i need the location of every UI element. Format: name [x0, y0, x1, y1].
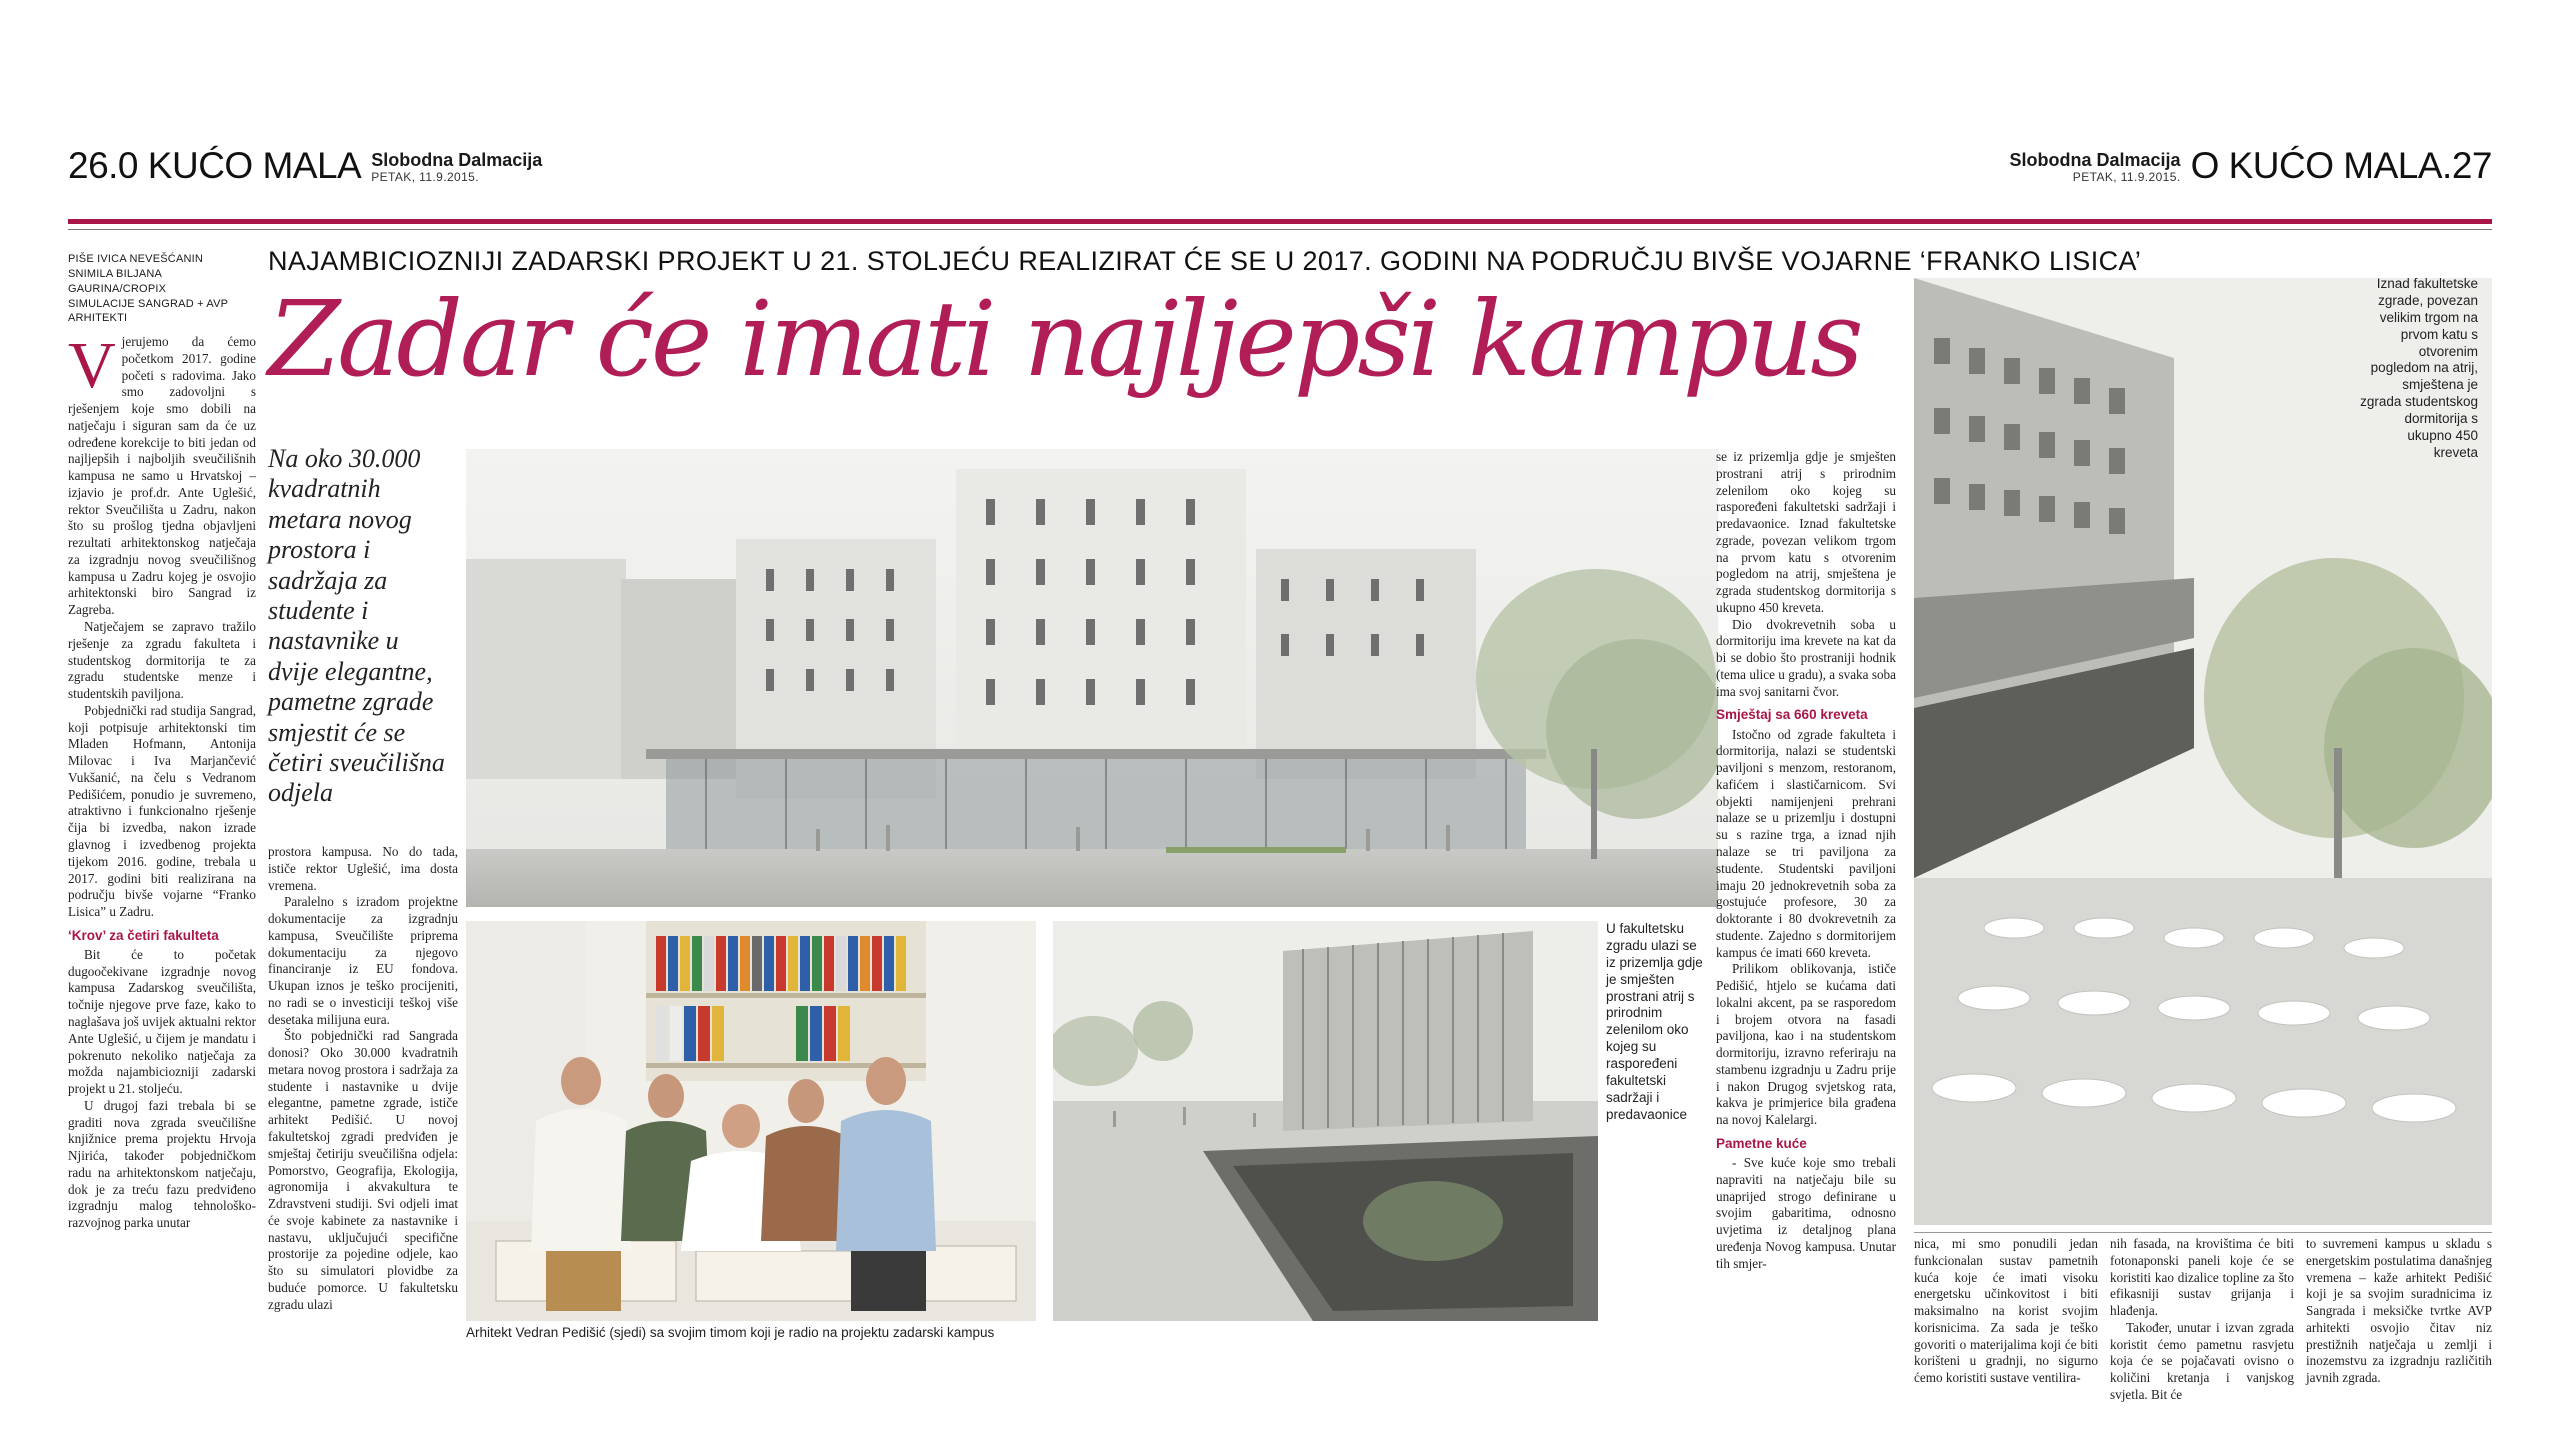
paragraph: jerujemo da ćemo početkom 2017. godine početi s radovima. Jako smo zadovoljni s rješenjem koje smo dobili na natječaju i siguran sam da će uz određene korekcije to biti jedan od najljepših i najboljih sveučilišnih kampusa ne samo u Hrvatskoj – izjavio je prof.dr. Ante Uglešić, rektor Sveučilišta u Zadru, nakon što su prošlog tjedna objavljeni rezultati arhitektonskog natječaja za izgradnju novog sveučilišnog kampusa u Zadru kojeg je osvojio arhitektonski biro Sangrad iz Zagreba.	[68, 334, 256, 618]
paragraph: - Sve kuće koje smo trebali napraviti na natječaju bile su unaprijed strogo definirane u svojim gabaritima, odnosno uvjetima iz detaljnog plana uređenja Novog kampusa. Unutar tih smjer-	[1716, 1155, 1896, 1271]
subheading: Pametne kuće	[1716, 1136, 1807, 1151]
article-column-5	[2110, 1236, 2294, 1404]
paragraph: nih fasada, na krovištima će biti fotonaponski paneli koje će se koristiti kao dizalice topline za što efikasniji sustav grijanja i hlađenja.	[2110, 1236, 2294, 1319]
team-photo-image	[466, 921, 1036, 1321]
publication-date: PETAK, 11.9.2015.	[2072, 170, 2181, 184]
byline-credits	[68, 252, 258, 326]
subheading: Smještaj sa 660 kreveta	[1716, 707, 1868, 723]
page-number-right: O KUĆO MALA.27	[2190, 145, 2492, 186]
campus-exterior-render	[466, 449, 1718, 907]
paragraph: prostora kampusa. No do tada, ističe rektor Uglešić, ima dosta vremena.	[268, 844, 458, 893]
paragraph: Paralelno s izradom projektne dokumentacije za izgradnju kampusa, Sveučilište priprema dokumentaciju za njegovo financiranje iz EU fondova. Ukupan iznos je teško procijeniti, no radi se o investiciji teškoj više desetaka milijuna eura.	[268, 894, 458, 1027]
paragraph: Pobjednički rad studija Sangrad, koji potpisuje arhitektonski tim Mladen Hofmann, Antonija Milovac i Iva Marjančević Vukšanić, na čelu s Vedranom Pedišićem, ponudio je suvremeno, atraktivno i funkcionalno rješenje čija bi izvedba, nakon izrade glavnog i izvedbenog projekta tijekom 2016. godine, trebala u 2017. godini biti realizirana na području bivše vojarne “Franko Lisica” u Zadru.	[68, 702, 256, 920]
publication-block-left	[371, 151, 542, 184]
subheading: ‘Krov’ za četiri fakulteta	[68, 927, 219, 943]
paragraph: Što pobjednički rad Sangrada donosi? Oko 30.000 kvadratnih metara novog prostora i sadržaja za studente i nastavnike u dvije elegantne, pametne zgrade, ističe arhitekt Pedišić. U novoj fakultetskoj zgradi predviđen je smještaj četiriju sveučilišna odjela: Pomorstvo, Geografija, Ekologija, agronomija i akvakultura te Zdravstveni studiji. Svi odjeli imat će svoje kabinete za nastavnike i nastavu, uključujući specifične prostorije za pojedine odjele, kao što su simulatori plovidbe za buduće pomorce. U fakultetsku zgradu ulazi	[268, 1028, 458, 1312]
headline: Zadar će imati najljepši kampus	[268, 278, 1861, 400]
paragraph: Istočno od zgrade fakulteta i dormitorija, nalazi se studentski paviljoni s menzom, restoranom, kafićem i slastičarnicom. Svi objekti namijenjeni prehrani nalaze se u prizemlju i dostupni su s razine trga, a iznad njih nalaze se tri paviljona za studente. Studentski paviljoni imaju 20 jednokrevetnih soba za gostujuće profesore, 30 za doktorante i 80 dvokrevetnih za studente. Zajedno s dormitorijem kampus će imati 660 kreveta.	[1716, 726, 1896, 960]
paragraph: Također, unutar i izvan zgrada koristit ćemo pametnu rasvjetu koja će se pojačavati ovisno o količini kretanja i vanjskog svjetla. Bit će	[2110, 1319, 2294, 1402]
article-column-1	[68, 329, 256, 1232]
article-column-6	[2306, 1236, 2492, 1387]
publication-date: PETAK, 11.9.2015.	[371, 170, 479, 184]
paragraph: nica, mi smo ponudili jedan funkcionalan sustav pametnih kuća koje će imati visoku energetsku učinkovitost i biti maksimalno na korist svojim korisnicima. Za sada je teško govoriti o materijalima koji će biti korišteni u gradnji, no sigurno ćemo koristiti sustave ventilira-	[1914, 1236, 2098, 1386]
team-photo-caption: Arhitekt Vedran Pedišić (sjedi) sa svojim timom koji je radio na projektu zadarski kampus	[466, 1325, 995, 1340]
article-column-2	[268, 844, 458, 1313]
publication-name: Slobodna Dalmacija	[371, 150, 543, 171]
article-column-3	[1716, 449, 1896, 1273]
header-right	[2010, 147, 2492, 184]
header-left	[68, 147, 542, 184]
paragraph: Bit će to početak dugoočekivane izgradnje novog kampusa Zadarskog sveučilišta, točnije njegove prve faze, kako to naglašava još uvijek aktualni rektor Ante Uglešić, u čijem je mandatu i pokrenuto nekoliko natječaja za možda najambiciozniji zadarski projekt u 21. stoljeću.	[68, 946, 256, 1097]
credit-simulation: SIMULACIJE SANGRAD + AVP ARHITEKTI	[68, 297, 228, 325]
campus-atrium-render	[1053, 921, 1598, 1321]
paragraph: Natječajem se zapravo tražilo rješenje za zgradu fakulteta i studentskog dormitorija te za zgradu studentske menze i studentskih paviljona.	[68, 619, 256, 702]
paragraph: to suvremeni kampus u skladu s energetskim postulatima današnjeg vremena – kaže arhitekt Pedišić koji je sa svojim suradnicima iz Sangrada i meksičke tvrtke AVP arhitekti osvojio čitav niz prestižnih natječaja u zemlji i inozemstvu za izgradnju različitih javnih zgrada.	[2306, 1236, 2492, 1386]
paragraph: Dio dvokrevetnih soba u dormitoriju ima krevete na kat da bi se dobio što prostraniji hodnik (tema ulice u gradu), a svaka soba ima svoj sanitarni čvor.	[1716, 616, 1896, 699]
team-photo	[466, 921, 1036, 1321]
credit-author: PIŠE IVICA NEVEŠĆANIN	[68, 253, 204, 265]
header-rule	[68, 219, 2492, 224]
publication-block-right	[2010, 151, 2181, 184]
header-thin-rule	[68, 229, 2492, 230]
exterior-render-image	[466, 449, 1718, 907]
courtyard-render-caption: Iznad fakultetske zgrade, povezan velikim trgom na prvom katu s otvorenim pogledom na atrij, smještena je zgrada studentskog dormitorija s ukupno 450 kreveta	[2360, 276, 2478, 460]
page-number-left: 26.0 KUĆO MALA	[68, 145, 362, 186]
kicker: NAJAMBICIOZNIJI ZADARSKI PROJEKT U 21. STOLJEĆU REALIZIRAT ĆE SE U 2017. GODINI NA PODRUČJU BIVŠE VOJARNE ‘FRANKO LISICA’	[268, 246, 2142, 276]
paragraph: Prilikom oblikovanja, ističe Pedišić, htjelo se kućama dati lokalni akcent, pa se rasporedom i brojem otvora na fasadi paviljona, kao i na studentskom dormitoriju, izravno referiraju na stambenu izgradnju u Zadru prije i nakon Drugog svjetskog rata, kakva je primjerice bila građena na novoj Kalelargi.	[1716, 961, 1896, 1128]
paragraph: U drugoj fazi trebala bi se graditi nova zgrada sveučilišne knjižnice prema projektu Hrvoja Njirića, također pobjedničkom radu na arhitektonskom natječaju, dok je za treću fazu predviđeno izgradnju malog tehnološko-razvojnog parka unutar	[68, 1097, 256, 1231]
deck-intro: Na oko 30.000 kvadratnih metara novog prostora i sadržaja za studente i nastavnike u dvije elegantne, pametne zgrade smjestit će se četiri sveučilišna odjela	[268, 444, 445, 808]
atrium-render-caption: U fakultetsku zgradu ulazi se iz prizemlja gdje je smješten prostrani atrij s prirodnim zelenilom oko kojeg su raspoređeni fakultetski sadržaji i predavaonice	[1606, 921, 1703, 1122]
bottom-column-rule	[1914, 1232, 2492, 1233]
drop-cap: V	[68, 329, 116, 402]
credit-photo: SNIMILA BILJANA GAURINA/CROPIX	[68, 267, 167, 295]
article-column-4	[1914, 1236, 2098, 1387]
paragraph: se iz prizemlja gdje je smješten prostrani atrij s prirodnim zelenilom oko kojeg su raspoređeni fakultetski sadržaji i predavaonice. Iznad fakultetske zgrade, povezan velikom trgom na prvom katu s otvorenim pogledom na atrij, smještena je zgrada studentskog dormitorija s ukupno 450 kreveta.	[1716, 449, 1896, 615]
publication-name: Slobodna Dalmacija	[2009, 150, 2181, 171]
atrium-render-image	[1053, 921, 1598, 1321]
